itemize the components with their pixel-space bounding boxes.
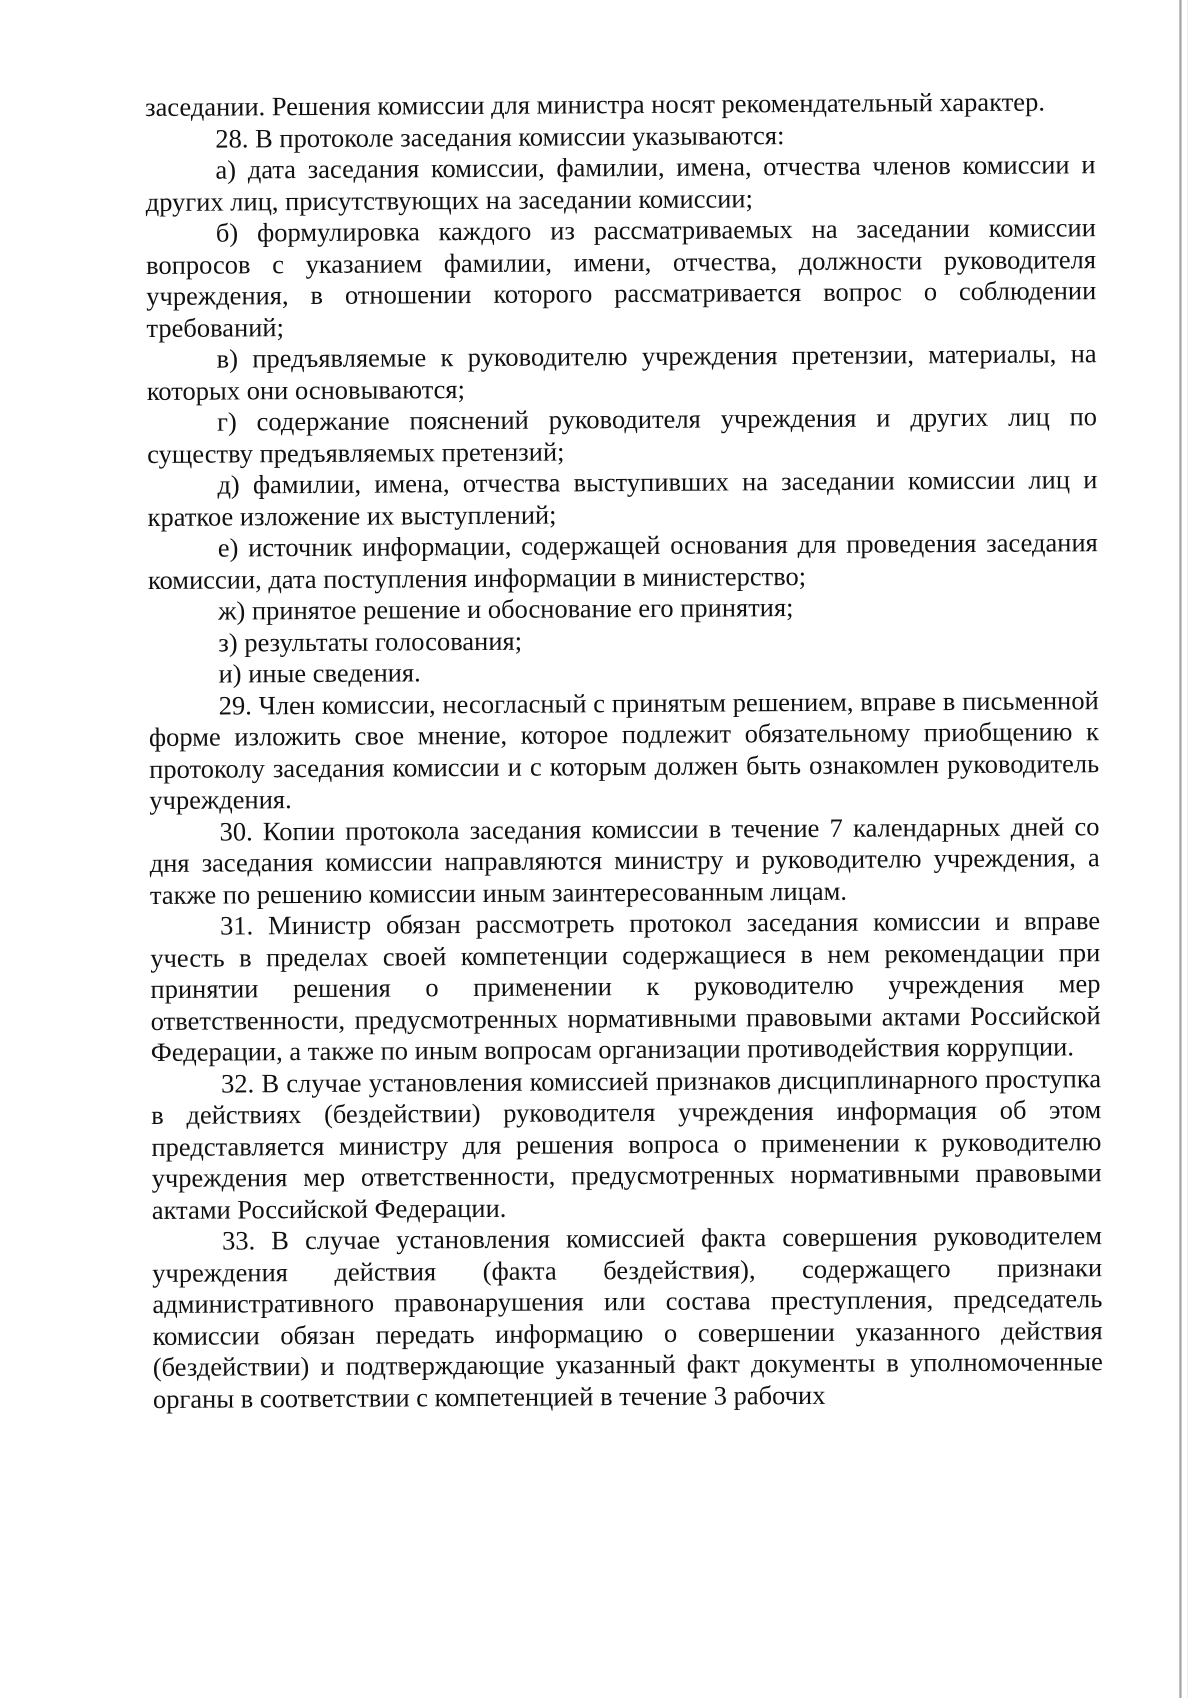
list-item-g: г) содержание пояснений руководителя учреждения и других лиц по существу предъявляемых претензий; (147, 401, 1098, 469)
document-page (145, 86, 1103, 1415)
list-item-a: а) дата заседания комиссии, фамилии, имена, отчества членов комиссии и других лиц, присутствующих на заседании комиссии; (145, 149, 1096, 217)
paragraph-28: 28. В протоколе заседания комиссии указываются: (215, 119, 785, 154)
paragraph-30: 30. Копии протокола заседания комиссии в течение 7 календарных дней со дня заседания комиссии направляются министру и руководителю учреждения, а также по решению комиссии иным заинтересованным лицам. (149, 810, 1100, 910)
paragraph-32: 32. В случае установления комиссией признаков дисциплинарного проступка в действиях (бездействии) руководителя учреждения информация об этом представляется министру для решения вопроса о применении к руководителю учреждения мер ответственности, предусмотренных нормативными правовыми актами Российской Федерации. (151, 1062, 1102, 1225)
list-item-i: и) иные сведения. (218, 657, 421, 689)
scan-edge-shadow (1187, 0, 1188, 1698)
list-item-zh: ж) принятое решение и обоснование его принятия; (218, 592, 794, 626)
list-item-d: д) фамилии, имена, отчества выступивших на заседании комиссии лиц и краткое изложение их выступлений; (147, 464, 1098, 532)
paragraph-continuation: заседании. Решения комиссии для министра носят рекомендательный характер. (145, 86, 1045, 122)
list-item-e: е) источник информации, содержащей основания для проведения заседания комиссии, дата поступления информации в министерство; (147, 527, 1098, 595)
list-item-z: з) результаты голосования; (218, 625, 523, 658)
paragraph-29: 29. Член комиссии, несогласный с принятым решением, вправе в письменной форме изложить свое мнение, которое подлежит обязательному приобщению к протоколу заседания комиссии и с которым должен быть ознакомлен руководитель учреждения. (148, 684, 1100, 815)
list-item-b: б) формулировка каждого из рассматриваемых на заседании комиссии вопросов с указанием фамилии, имени, отчества, должности руководителя учреждения, в отношении которого рассматривается вопрос о соблюдении требований; (145, 212, 1097, 343)
scan-edge-line (1179, 0, 1182, 1698)
paragraph-33: 33. В случае установления комиссией факта совершения руководителем учреждения действия (факта бездействия), содержащего признаки административного правонарушения или состава преступления, председатель комиссии обязан передать информацию о совершении указанного действия (бездействии) и подтверждающие указанный факт документы в уполномоченные органы в соответствии с компетенцией в течение 3 рабочих (152, 1220, 1103, 1414)
paragraph-31: 31. Министр обязан рассмотреть протокол заседания комиссии и вправе учесть в пределах своей компетенции содержащиеся в нем рекомендации при принятии решения о применении к руководителю учреждения мер ответственности, предусмотренных нормативными правовыми актами Российской Федерации, а также по иным вопросам организации противодействия коррупции. (150, 905, 1101, 1067)
list-item-v: в) предъявляемые к руководителю учреждения претензии, материалы, на которых они основываются; (146, 338, 1097, 406)
